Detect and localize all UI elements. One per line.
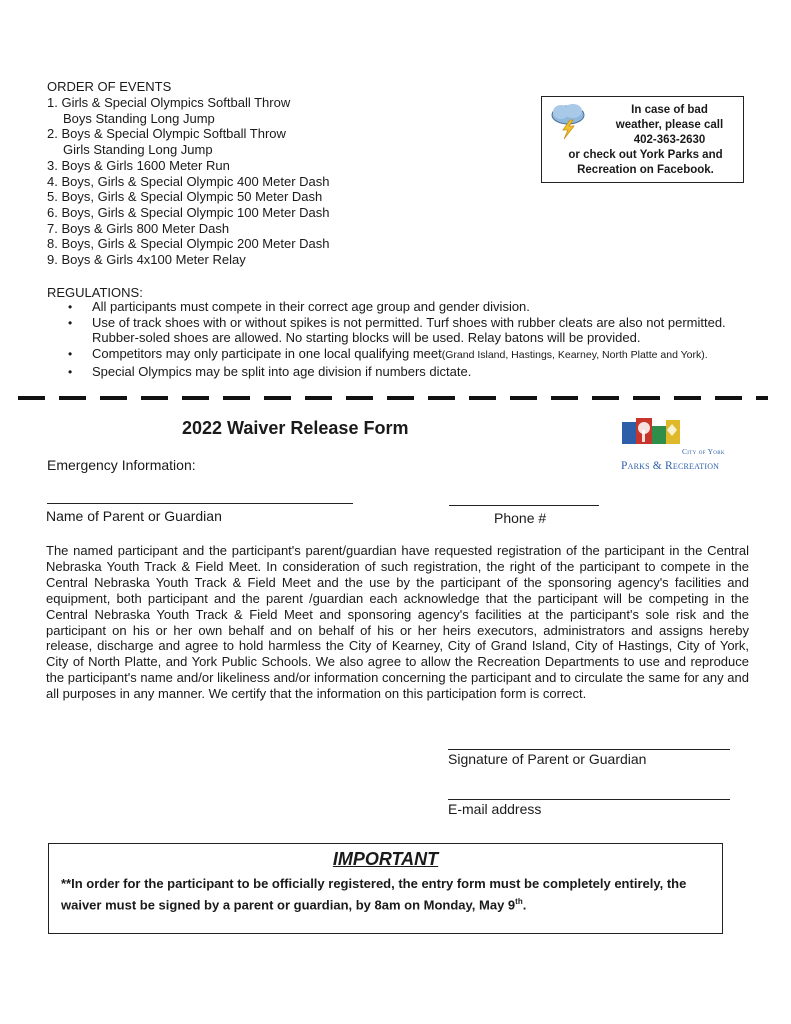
event-item: 2. Boys & Special Olympic Softball Throw — [47, 126, 286, 142]
event-item: 8. Boys, Girls & Special Olympic 200 Meter Dash — [47, 236, 330, 252]
regulation-item — [68, 316, 758, 346]
regulation-text: Special Olympics may be split into age division if numbers dictate. — [92, 363, 472, 379]
important-notice-box — [48, 843, 723, 934]
weather-phone: 402-363-2630 — [633, 134, 706, 146]
regulation-item — [68, 365, 758, 380]
emergency-label: Emergency Information: — [47, 457, 196, 473]
phone-line[interactable] — [449, 505, 599, 506]
weather-line: In case of bad — [631, 104, 708, 116]
parent-name-line[interactable] — [47, 503, 353, 504]
important-title: IMPORTANT — [332, 849, 439, 869]
event-item: 6. Boys, Girls & Special Olympic 100 Meter Dash — [47, 204, 330, 220]
important-text-end: . — [522, 897, 527, 913]
regulation-text: All participants must compete in their correct age group and gender division. — [92, 299, 530, 314]
regulation-text: Competitors may only participate in one local qualifying meet — [92, 346, 442, 362]
weather-notice-box — [541, 96, 744, 183]
logo-text-bottom: Parks & Recreation — [621, 460, 720, 472]
event-item: 5. Boys, Girls & Special Olympic 50 Meter Dash — [47, 189, 323, 205]
events-list — [47, 95, 330, 268]
event-item: 7. Boys & Girls 800 Meter Dash — [47, 220, 230, 236]
signature-label: Signature of Parent or Guardian — [448, 751, 647, 767]
weather-line: or check out York Parks and — [568, 149, 723, 161]
email-line[interactable] — [448, 799, 730, 800]
event-item: 1. Girls & Special Olympics Softball Throw — [47, 95, 291, 110]
regulations-list — [68, 300, 758, 381]
important-text-main: **In order for the participant to be officially registered, the entry form must be completely entirely, the waiver must be signed by a parent or guardian, by 8am on Monday, May 9 — [61, 876, 687, 913]
form-title: 2022 Waiver Release Form — [182, 418, 409, 438]
cut-line-divider — [18, 396, 768, 400]
events-heading: ORDER OF EVENTS — [47, 79, 172, 94]
weather-line: Recreation on Facebook. — [577, 164, 714, 176]
event-item: 9. Boys & Girls 4x100 Meter Relay — [47, 252, 246, 268]
regulation-note: (Grand Island, Hastings, Kearney, North Platte and York). — [441, 349, 708, 362]
signature-line[interactable] — [448, 749, 730, 750]
important-text — [61, 875, 700, 914]
important-text-superscript: th — [515, 897, 523, 906]
regulation-item — [68, 300, 758, 315]
parent-name-label: Name of Parent or Guardian — [46, 508, 222, 524]
email-label: E-mail address — [448, 801, 542, 817]
phone-label: Phone # — [494, 510, 547, 526]
parks-recreation-logo — [620, 416, 746, 476]
event-subitem: Boys Standing Long Jump — [63, 110, 215, 126]
event-item: 4. Boys, Girls & Special Olympic 400 Meter Dash — [47, 173, 330, 189]
regulations-heading: REGULATIONS: — [47, 285, 143, 300]
event-subitem: Girls Standing Long Jump — [63, 142, 213, 158]
regulation-item — [68, 347, 758, 363]
waiver-text: The named participant and the participant's parent/guardian have requested registration of the participant in the Central Nebraska Youth Track & Field Meet. In consideration of such registration, the right of the participant to compete in the Central Nebraska Youth Track & Field Meet and the use by the participant of the sponsoring agency's facilities and equipment, both participant and the parent /guardian each acknowledge that the participant will be competing in the Central Nebraska Youth Track & Field Meet and sponsoring agency's facilities at the participant's sole risk and the participant on his or her own behalf and on behalf of his or her heirs executors, administrators and assigns hereby release, discharge and agree to hold harmless the City of Kearney, City of Grand Island, City of Hastings, City of York, City of North Platte, and York Public Schools. We also agree to allow the Recreation Departments to use and reproduce the participant's name and/or likeliness and/or information concerning the participant and to circulate the same for any and all purposes in any manner. We certify that the information on this participation form is correct. — [46, 543, 749, 702]
regulation-text: Use of track shoes with or without spikes is not permitted. Turf shoes with rubber cleats are also not permitted. Rubber-soled shoes are allowed. No starting blocks will be used. Relay batons will be provided. — [92, 315, 726, 346]
weather-line: weather, please call — [615, 119, 724, 131]
event-item: 3. Boys & Girls 1600 Meter Run — [47, 157, 230, 173]
logo-text-top: City of York — [682, 447, 725, 456]
